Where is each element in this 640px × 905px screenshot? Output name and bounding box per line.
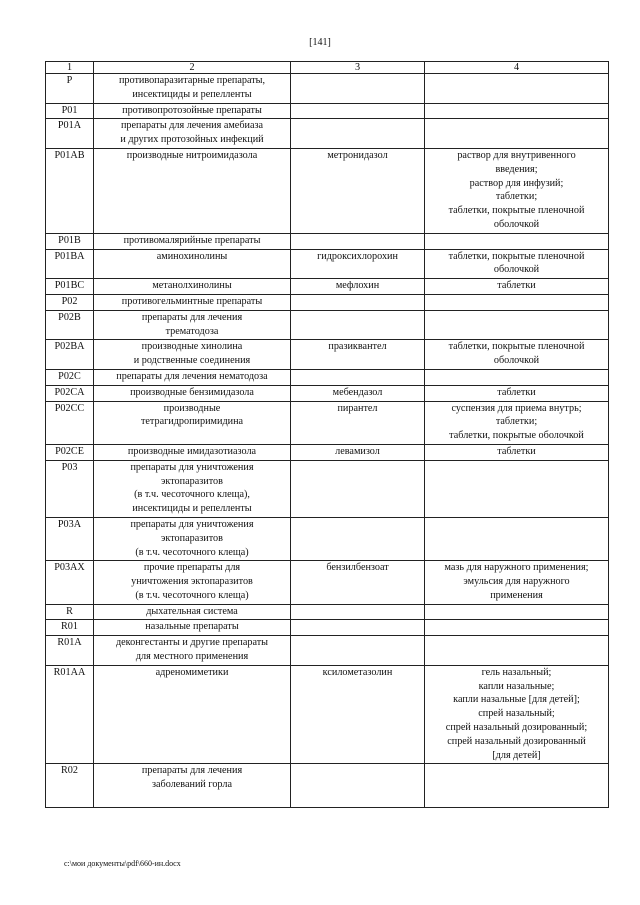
table-row [46,233,609,249]
table-row [46,665,609,764]
atc-code-cell: P01 [46,103,94,119]
cell-line: заболеваний горла [152,779,232,791]
cell-line: производные хинолина [141,341,243,353]
group-name-cell [94,119,291,149]
dosage-form-cell [425,604,609,620]
table-row [46,119,609,149]
cell-line: капли назальные [для детей]; [453,694,580,706]
table-row [46,249,609,279]
group-name-cell [94,148,291,233]
cell-line: эктопаразитов [161,475,223,487]
cell-line: таблетки; [495,416,538,428]
cell-line: таблетки, покрытые пленочной [448,250,585,262]
table-row [46,279,609,295]
table-row [46,636,609,666]
footer-file-path: c:\мои документы\pdf\660-ин.docx [64,859,181,868]
cell-line: таблетки [497,280,536,292]
dosage-form-cell [425,340,609,370]
atc-code-cell: R01 [46,620,94,636]
dosage-form-cell [425,148,609,233]
dosage-form-cell [425,620,609,636]
cell-line: препараты для уничтожения [130,461,254,473]
table-row [46,74,609,104]
atc-code-cell: P01BC [46,279,94,295]
cell-line: и других протозойных инфекций [120,134,264,146]
cell-line: противопротозойные препараты [122,104,262,116]
cell-line: производные бензимидазола [130,386,254,398]
cell-line: (в т.ч. чесоточного клеща) [135,546,249,558]
cell-line: суспензия для приема внутрь; [451,402,582,414]
table-row [46,604,609,620]
table-row [46,103,609,119]
cell-line: (в т.ч. чесоточного клеща) [135,589,249,601]
atc-code-cell: P02CE [46,444,94,460]
table-row [46,310,609,340]
page-number: [141] [309,37,331,48]
group-name-cell [94,665,291,764]
group-name-cell [94,620,291,636]
drug-name-cell [291,401,425,444]
cell-line: [для детей] [492,749,541,761]
cell-line: таблетки, покрытые пленочной [448,341,585,353]
atc-code-cell: P02CA [46,385,94,401]
group-name-cell [94,369,291,385]
group-name-cell [94,103,291,119]
drug-name-cell [291,148,425,233]
atc-code-cell: P [46,74,94,104]
group-name-cell [94,401,291,444]
atc-code-cell: P03A [46,517,94,560]
drug-list-table [45,61,609,808]
cell-line: оболочкой [493,218,540,230]
atc-code-cell: P02B [46,310,94,340]
table-row [46,340,609,370]
cell-line: препараты для лечения амебиаза [120,120,264,132]
cell-line: эктопаразитов [161,532,223,544]
dosage-form-cell [425,401,609,444]
dosage-form-cell [425,460,609,517]
dosage-form-cell [425,74,609,104]
cell-line: мебендазол [332,386,383,398]
header-cell-3: 3 [291,62,425,74]
cell-line: инсектициды и репелленты [132,88,252,100]
atc-code-cell: P01BA [46,249,94,279]
table-row [46,444,609,460]
table-row [46,764,609,807]
group-name-cell [94,385,291,401]
cell-line: применения [490,589,543,601]
cell-line: противомалярийные препараты [123,234,261,246]
table-header-row [46,62,609,74]
group-name-cell [94,561,291,604]
drug-name-cell [291,444,425,460]
cell-line: празиквантел [328,341,387,353]
cell-line: трематодоза [165,325,219,337]
cell-line: таблетки; [495,191,538,203]
cell-line: уничтожения эктопаразитов [131,576,253,588]
table-row [46,401,609,444]
group-name-cell [94,74,291,104]
dosage-form-cell [425,636,609,666]
drug-name-cell [291,119,425,149]
cell-line: спрей назальный дозированный [447,735,586,747]
table-row [46,620,609,636]
atc-code-cell: R01AA [46,665,94,764]
cell-line: инсектициды и репелленты [132,503,252,515]
dosage-form-cell [425,385,609,401]
dosage-form-cell [425,517,609,560]
group-name-cell [94,340,291,370]
drug-name-cell [291,233,425,249]
cell-line: оболочкой [493,355,540,367]
header-cell-1: 1 [46,62,94,74]
cell-line: спрей назальный дозированный; [445,722,588,734]
cell-line: таблетки, покрытые пленочной [448,205,585,217]
cell-line: гель назальный; [481,666,552,678]
cell-line: производные имидазотиазола [127,445,257,457]
cell-line: и родственные соединения [133,355,251,367]
drug-name-cell [291,369,425,385]
dosage-form-cell [425,665,609,764]
cell-line: ксилометазолин [322,666,393,678]
group-name-cell [94,460,291,517]
cell-line: метронидазол [327,149,388,161]
drug-name-cell [291,103,425,119]
drug-name-cell [291,517,425,560]
dosage-form-cell [425,103,609,119]
atc-code-cell: P02BA [46,340,94,370]
group-name-cell [94,636,291,666]
dosage-form-cell [425,444,609,460]
atc-code-cell: P01B [46,233,94,249]
drug-name-cell [291,340,425,370]
atc-code-cell: P02C [46,369,94,385]
cell-line: дыхательная система [146,605,238,617]
table-row [46,517,609,560]
cell-line: таблетки, покрытые оболочкой [449,430,584,442]
cell-line: (в т.ч. чесоточного клеща), [134,489,250,501]
dosage-form-cell [425,310,609,340]
drug-name-cell [291,665,425,764]
cell-line: тетрагидропиримидина [140,416,244,428]
table-row [46,148,609,233]
atc-code-cell: R [46,604,94,620]
group-name-cell [94,517,291,560]
cell-line: противопаразитарные препараты, [118,75,266,86]
cell-line: адреномиметики [155,666,229,678]
table-row [46,369,609,385]
cell-line: назальные препараты [145,621,239,633]
cell-line: оболочкой [493,264,540,276]
table-row [46,460,609,517]
atc-code-cell: P01AB [46,148,94,233]
table-row [46,294,609,310]
atc-code-cell: P01A [46,119,94,149]
drug-name-cell [291,561,425,604]
dosage-form-cell [425,279,609,295]
group-name-cell [94,604,291,620]
atc-code-cell: R02 [46,764,94,807]
drug-name-cell [291,636,425,666]
cell-line: спрей назальный; [478,708,555,720]
cell-line: деконгестанты и другие препараты [115,637,269,649]
cell-line: введения; [495,163,538,175]
cell-line: метанолхинолины [152,280,232,292]
atc-code-cell: R01A [46,636,94,666]
cell-line: левамизол [335,445,380,457]
cell-line: препараты для лечения [141,765,243,777]
atc-code-cell: P02CC [46,401,94,444]
group-name-cell [94,764,291,807]
dosage-form-cell [425,233,609,249]
dosage-form-cell [425,764,609,807]
cell-line: производные [163,402,221,414]
dosage-form-cell [425,561,609,604]
drug-name-cell [291,460,425,517]
header-cell-2: 2 [94,62,291,74]
dosage-form-cell [425,249,609,279]
drug-name-cell [291,620,425,636]
header-cell-4: 4 [425,62,609,74]
atc-code-cell: P02 [46,294,94,310]
group-name-cell [94,249,291,279]
group-name-cell [94,294,291,310]
drug-name-cell [291,310,425,340]
drug-name-cell [291,249,425,279]
drug-name-cell [291,279,425,295]
cell-line: таблетки [497,445,536,457]
cell-line: препараты для лечения нематодоза [116,370,268,382]
cell-line: раствор для инфузий; [469,177,564,189]
page-number-value: 141 [312,37,328,48]
drug-name-cell [291,604,425,620]
cell-line: капли назальные; [478,680,555,692]
dosage-form-cell [425,369,609,385]
cell-line: гидроксихлорохин [317,250,398,262]
group-name-cell [94,310,291,340]
cell-line: пирантел [337,402,378,414]
cell-line: мефлохин [335,280,380,292]
drug-name-cell [291,294,425,310]
group-name-cell [94,279,291,295]
drug-name-cell [291,74,425,104]
cell-line: бензилбензоат [326,562,389,574]
cell-line: препараты для уничтожения [130,518,254,530]
table-body [46,74,609,808]
drug-name-cell [291,385,425,401]
cell-line: прочие препараты для [143,562,241,574]
drug-name-cell [291,764,425,807]
cell-line: для местного применения [135,651,249,663]
group-name-cell [94,444,291,460]
dosage-form-cell [425,294,609,310]
cell-line: препараты для лечения [141,311,243,323]
cell-line: противогельминтные препараты [121,295,263,307]
atc-code-cell: P03 [46,460,94,517]
group-name-cell [94,233,291,249]
cell-line: производные нитроимидазола [126,149,258,161]
cell-line: раствор для внутривенного [457,149,576,161]
cell-line: мазь для наружного применения; [444,562,589,574]
dosage-form-cell [425,119,609,149]
cell-line: аминохинолины [156,250,228,262]
atc-code-cell: P03AX [46,561,94,604]
cell-line: эмульсия для наружного [463,576,570,588]
table-row [46,385,609,401]
cell-line: таблетки [497,386,536,398]
table-row [46,561,609,604]
